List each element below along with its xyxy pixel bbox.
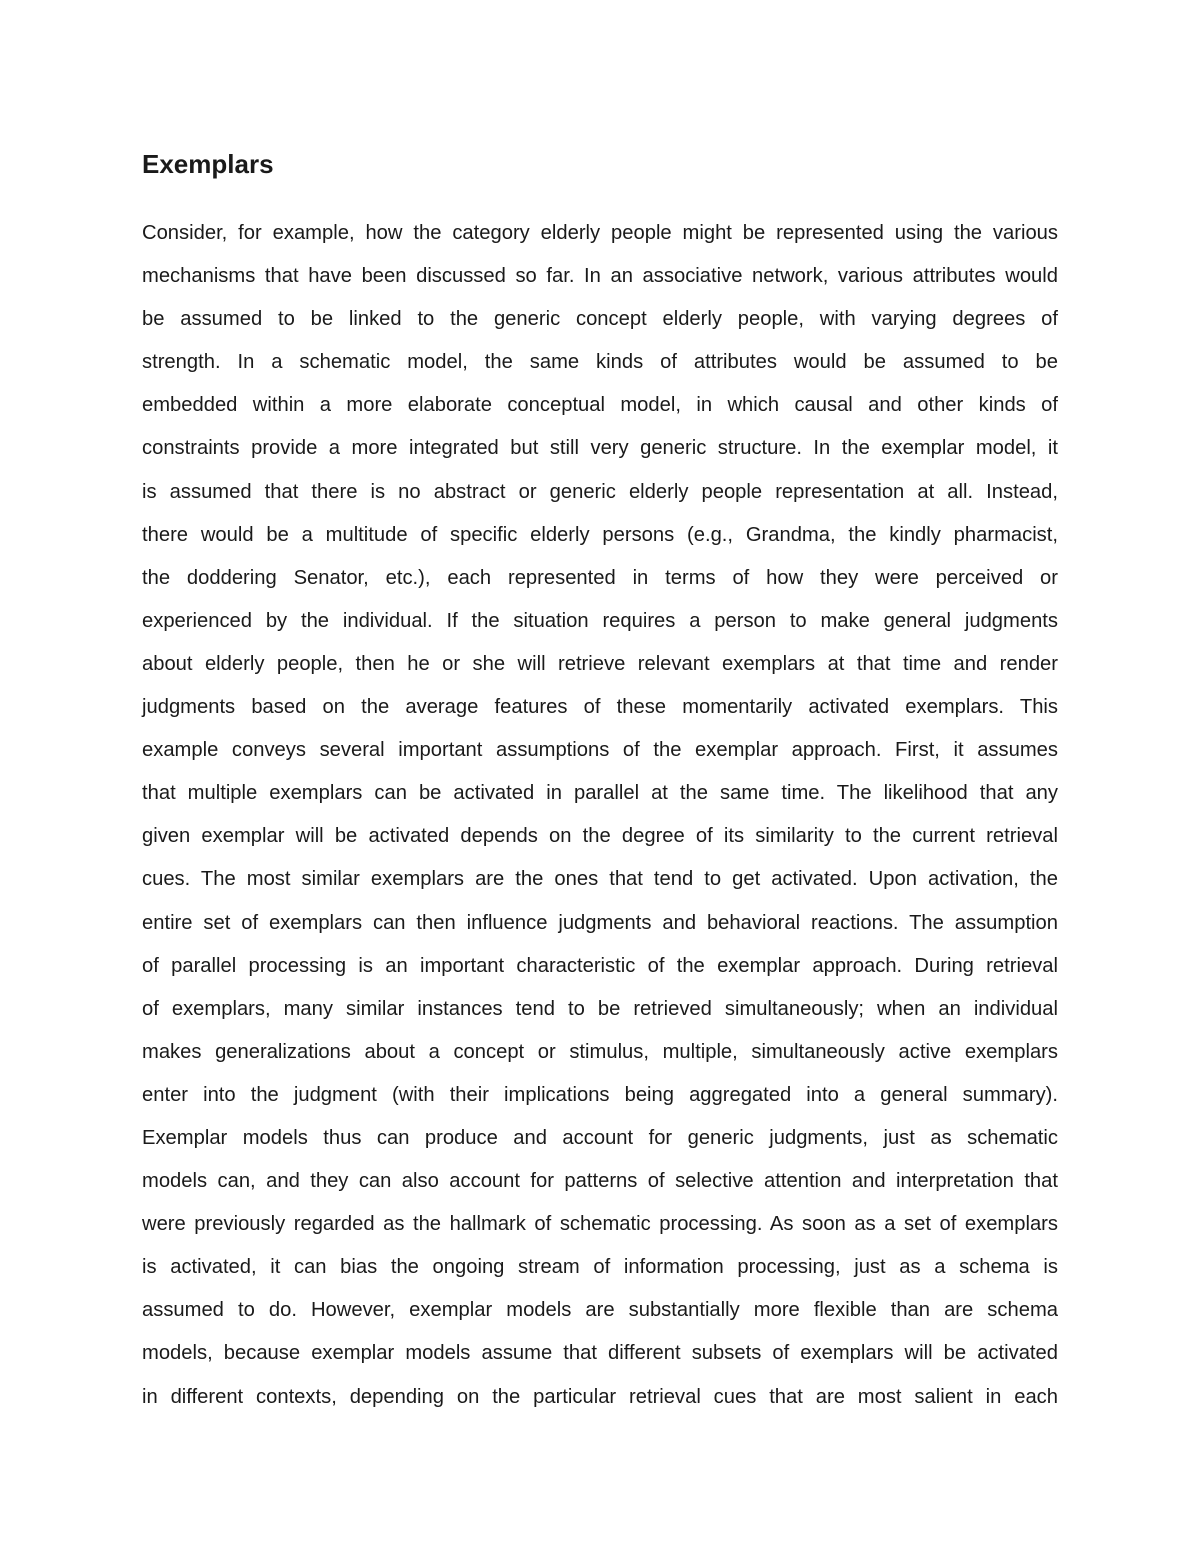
- body-text-line: mechanisms that have been discussed so far. In an associative network, various attributes would: [142, 265, 1058, 288]
- body-text-line: example conveys several important assumptions of the exemplar approach. First, it assumes: [142, 739, 1058, 762]
- body-text-line: is assumed that there is no abstract or generic elderly people representation at all. Instead,: [142, 480, 1058, 503]
- body-text-line: Exemplar models thus can produce and account for generic judgments, just as schematic: [142, 1126, 1058, 1149]
- body-text-line: that multiple exemplars can be activated in parallel at the same time. The likelihood that any: [142, 782, 1058, 805]
- body-text-line: assumed to do. However, exemplar models are substantially more flexible than are schema: [142, 1299, 1058, 1322]
- body-text-line: entire set of exemplars can then influence judgments and behavioral reactions. The assumption: [142, 911, 1058, 934]
- body-text-line: embedded within a more elaborate conceptual model, in which causal and other kinds of: [142, 394, 1058, 417]
- body-text-line: there would be a multitude of specific elderly persons (e.g., Grandma, the kindly pharmacist,: [142, 523, 1058, 546]
- document-body: [142, 212, 1058, 1419]
- body-text-line: constraints provide a more integrated but still very generic structure. In the exemplar model, it: [142, 437, 1058, 460]
- body-text-line: be assumed to be linked to the generic concept elderly people, with varying degrees of: [142, 308, 1058, 331]
- body-text-line: in different contexts, depending on the particular retrieval cues that are most salient in each: [142, 1385, 1058, 1408]
- body-text-line: experienced by the individual. If the situation requires a person to make general judgments: [142, 609, 1058, 632]
- body-text-line: of exemplars, many similar instances tend to be retrieved simultaneously; when an individual: [142, 997, 1058, 1020]
- body-text-line: of parallel processing is an important characteristic of the exemplar approach. During retrieval: [142, 954, 1058, 977]
- body-text-line: models, because exemplar models assume that different subsets of exemplars will be activated: [142, 1342, 1058, 1365]
- body-text-line: were previously regarded as the hallmark of schematic processing. As soon as a set of exemplars: [142, 1213, 1058, 1236]
- body-text-line: the doddering Senator, etc.), each represented in terms of how they were perceived or: [142, 566, 1058, 589]
- body-text-line: strength. In a schematic model, the same kinds of attributes would be assumed to be: [142, 351, 1058, 374]
- body-text-line: Consider, for example, how the category elderly people might be represented using the various: [142, 222, 1058, 244]
- body-text-line: is activated, it can bias the ongoing stream of information processing, just as a schema is: [142, 1256, 1058, 1279]
- body-text-line: enter into the judgment (with their implications being aggregated into a general summary).: [142, 1083, 1058, 1106]
- body-text-line: judgments based on the average features of these momentarily activated exemplars. This: [142, 696, 1058, 719]
- body-text-line: about elderly people, then he or she will retrieve relevant exemplars at that time and render: [142, 652, 1058, 675]
- body-text-line: given exemplar will be activated depends on the degree of its similarity to the current retrieval: [142, 825, 1058, 848]
- body-text-line: makes generalizations about a concept or stimulus, multiple, simultaneously active exemplars: [142, 1040, 1058, 1063]
- body-text-line: models can, and they can also account for patterns of selective attention and interpretation that: [142, 1170, 1058, 1193]
- body-text-line: cues. The most similar exemplars are the ones that tend to get activated. Upon activation, the: [142, 868, 1058, 891]
- document-title: Exemplars: [142, 149, 274, 179]
